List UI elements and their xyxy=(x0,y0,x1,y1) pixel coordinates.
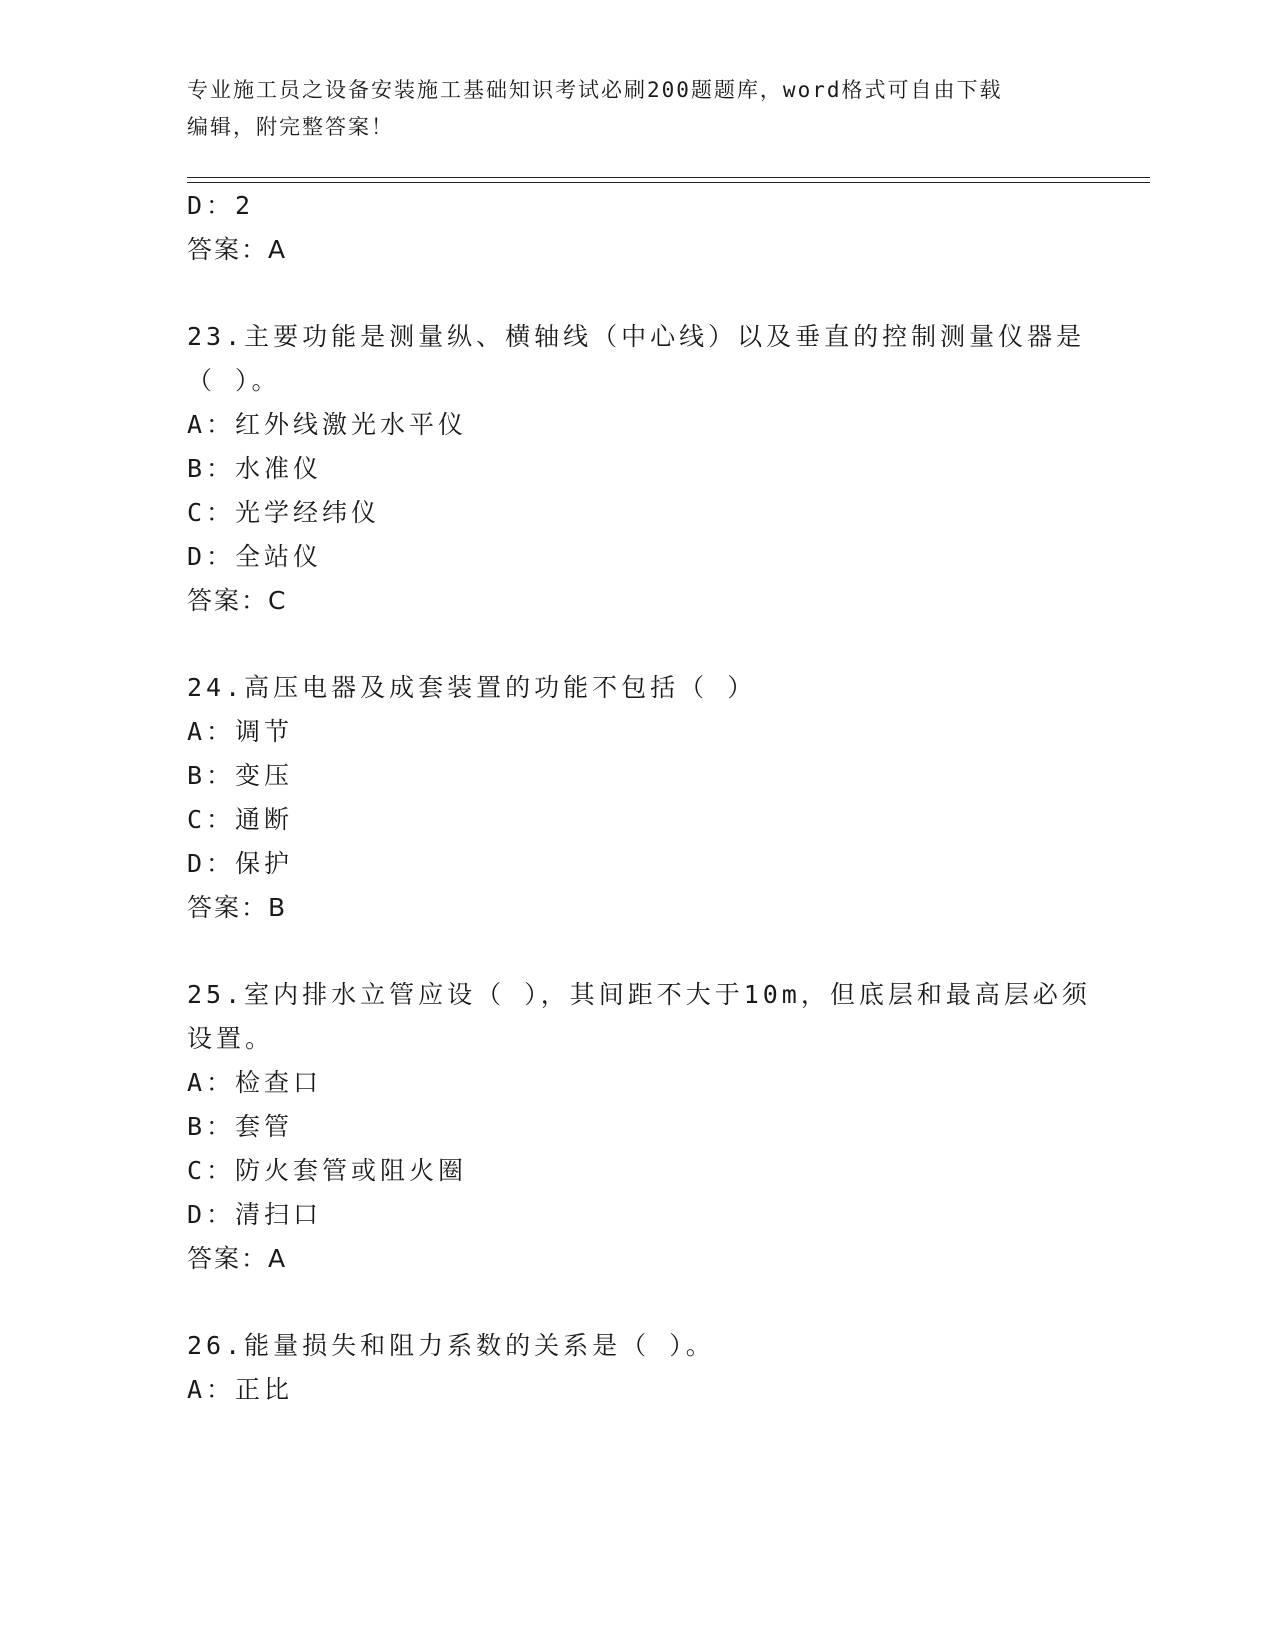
q26-option-a: A：正比 xyxy=(187,1375,294,1404)
q23-answer: 答案：C xyxy=(187,586,288,615)
header-title-line-2: 编辑，附完整答案！ xyxy=(187,115,394,139)
q25-answer: 答案：A xyxy=(187,1244,288,1273)
q25-stem-line-2: 设置。 xyxy=(187,1024,275,1053)
q24-answer: 答案：B xyxy=(187,893,288,922)
header-title-line-1: 专业施工员之设备安装施工基础知识考试必刷200题题库，word格式可自由下载 xyxy=(187,78,1003,102)
q26-stem-line-1: 26.能量损失和阻力系数的关系是（ ）。 xyxy=(187,1331,715,1360)
q25-option-c: C：防火套管或阻火圈 xyxy=(187,1156,468,1185)
q24-option-c: C：通断 xyxy=(187,805,294,834)
q25-option-b: B：套管 xyxy=(187,1112,294,1141)
prev-option-d: D：2 xyxy=(187,191,255,220)
q23-stem-line-1: 23.主要功能是测量纵、横轴线（中心线）以及垂直的控制测量仪器是 xyxy=(187,322,1086,351)
document-header xyxy=(187,72,1067,146)
q23-option-b: B：水准仪 xyxy=(187,454,323,483)
q23-option-a: A：红外线激光水平仪 xyxy=(187,410,468,439)
q23-option-d: D：全站仪 xyxy=(187,542,323,571)
q24-option-b: B：变压 xyxy=(187,761,294,790)
prev-answer: 答案：A xyxy=(187,235,288,264)
q24-stem-line-1: 24.高压电器及成套装置的功能不包括（ ） xyxy=(187,673,757,702)
q23-stem-line-2: （ ）。 xyxy=(187,366,281,395)
q24-option-d: D：保护 xyxy=(187,849,294,878)
header-divider-bottom xyxy=(187,182,1150,183)
q24-option-a: A：调节 xyxy=(187,717,294,746)
q23-option-c: C：光学经纬仪 xyxy=(187,498,381,527)
header-divider-top xyxy=(187,177,1150,178)
q25-stem-line-1: 25.室内排水立管应设（ ），其间距不大于10m，但底层和最高层必须 xyxy=(187,980,1091,1009)
q25-option-d: D：清扫口 xyxy=(187,1200,323,1229)
q25-option-a: A：检查口 xyxy=(187,1068,323,1097)
